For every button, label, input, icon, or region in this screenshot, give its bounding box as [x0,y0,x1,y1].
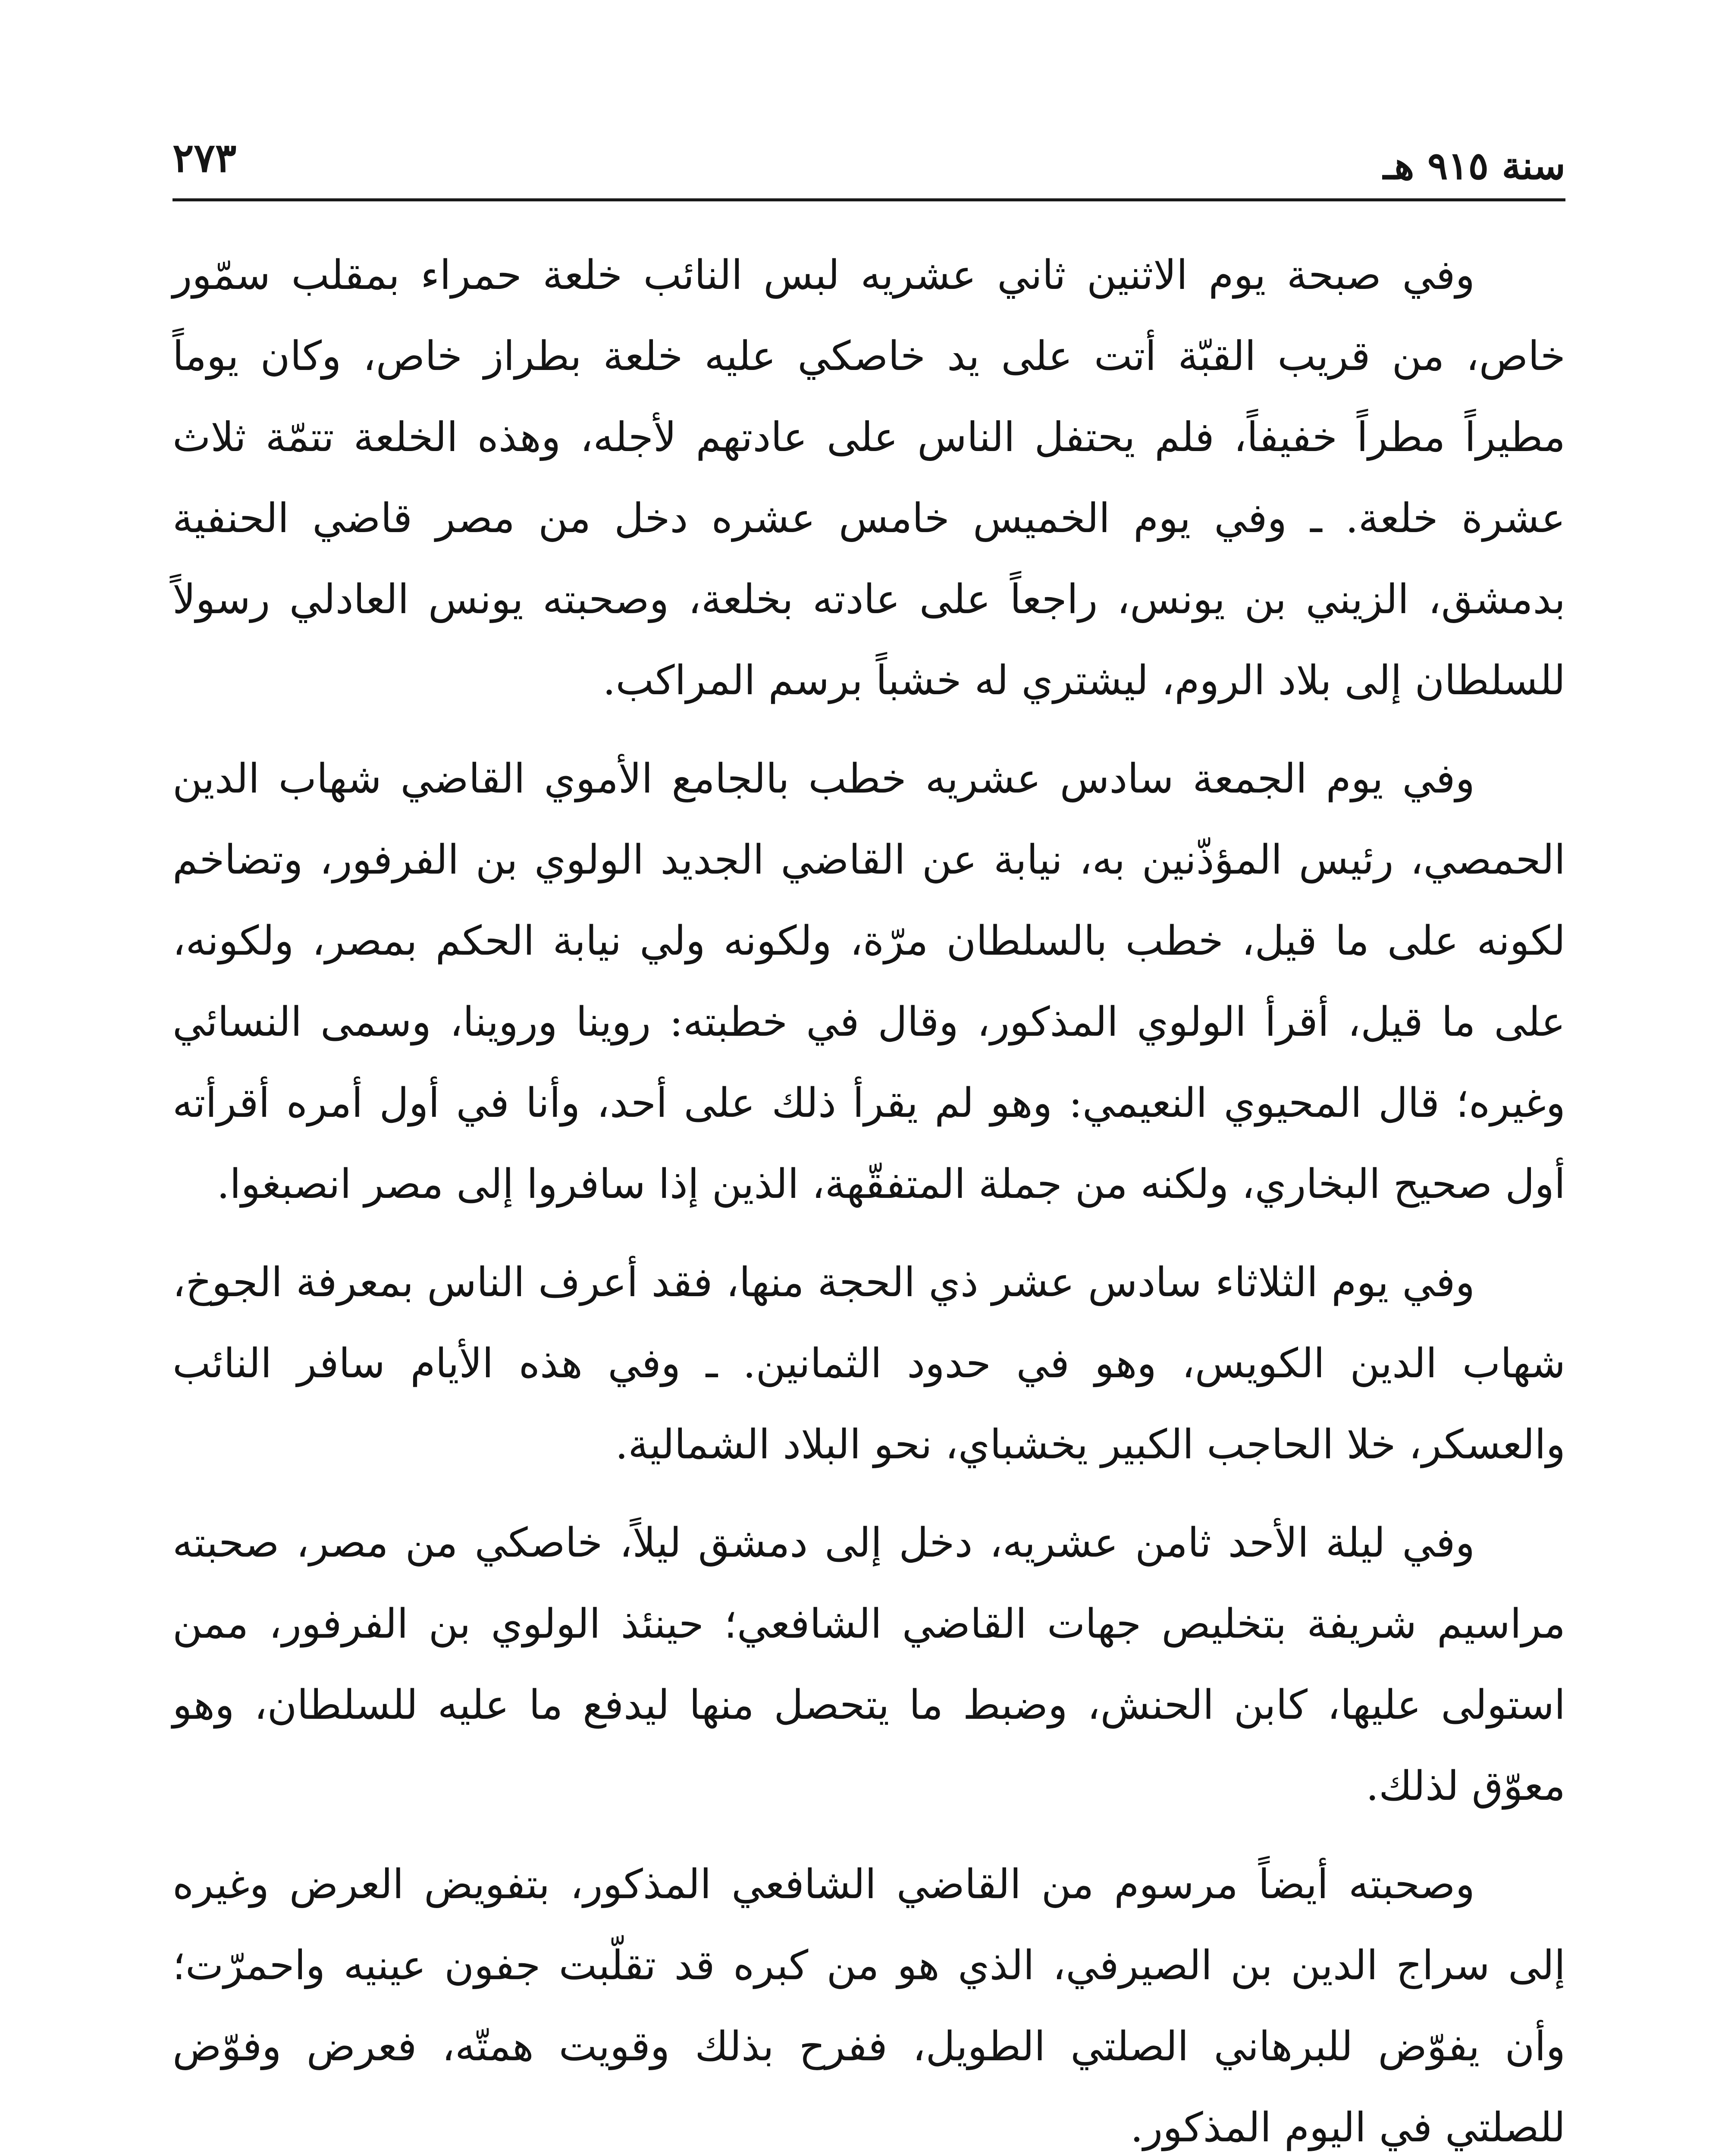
paragraph-4: وفي ليلة الأحد ثامن عشريه، دخل إلى دمشق ليلاً، خاصكي من مصر، صحبته مراسيم شريفة بتخليص جهات القاضي الشافعي؛ حينئذ الولوي بن الفرفور، ممن استولى عليها، كابن الحنش، وضبط ما يتحصل منها ليدفع ما عليه للسلطان، وهو معوّق لذلك. [172,1520,1565,1810]
year-heading: سنة ٩١٥ هـ [1383,143,1565,188]
paragraph-5: وصحبته أيضاً مرسوم من القاضي الشافعي المذكور، بتفويض العرض وغيره إلى سراج الدين بن الصيرفي، الذي هو من كبره قد تقلّبت جفون عينيه واحمرّت؛ وأن يفوّض للبرهاني الصلتي الطويل، ففرح بذلك وقويت همتّه، فعرض وفوّض للصلتي في اليوم المذكور. [172,1861,1565,2151]
header-rule [172,198,1565,201]
body-text [172,235,1565,2156]
running-head [172,129,1565,194]
paragraph-2: وفي يوم الجمعة سادس عشريه خطب بالجامع الأموي القاضي شهاب الدين الحمصي، رئيس المؤذّنين به، نيابة عن القاضي الجديد الولوي بن الفرفور، وتضاخم لكونه على ما قيل، خطب بالسلطان مرّة، ولكونه ولي نيابة الحكم بمصر، ولكونه، على ما قيل، أقرأ الولوي المذكور، وقال في خطبته: روينا وروينا، وسمى النسائي وغيره؛ قال المحيوي النعيمي: وهو لم يقرأ ذلك على أحد، وأنا في أول أمره أقرأته أول صحيح البخاري، ولكنه من جملة المتفقّهة، الذين إذا سافروا إلى مصر انصبغوا. [172,755,1565,1208]
paragraph-3: وفي يوم الثلاثاء سادس عشر ذي الحجة منها، فقد أعرف الناس بمعرفة الجوخ، شهاب الدين الكويس، وهو في حدود الثمانين. ـ وفي هذه الأيام سافر النائب والعسكر، خلا الحاجب الكبير يخشباي، نحو البلاد الشمالية. [172,1259,1565,1468]
paragraph-1: وفي صبحة يوم الاثنين ثاني عشريه لبس النائب خلعة حمراء بمقلب سمّور خاص، من قريب القبّة أتت على يد خاصكي عليه خلعة بطراز خاص، وكان يوماً مطيراً مطراً خفيفاً، فلم يحتفل الناس على عادتهم لأجله، وهذه الخلعة تتمّة ثلاث عشرة خلعة. ـ وفي يوم الخميس خامس عشره دخل من مصر قاضي الحنفية بدمشق، الزيني بن يونس، راجعاً على عادته بخلعة، وصحبته يونس العادلي رسولاً للسلطان إلى بلاد الروم، ليشتري له خشباً برسم المراكب. [172,252,1565,704]
page-number: ٢٧٣ [172,135,237,181]
